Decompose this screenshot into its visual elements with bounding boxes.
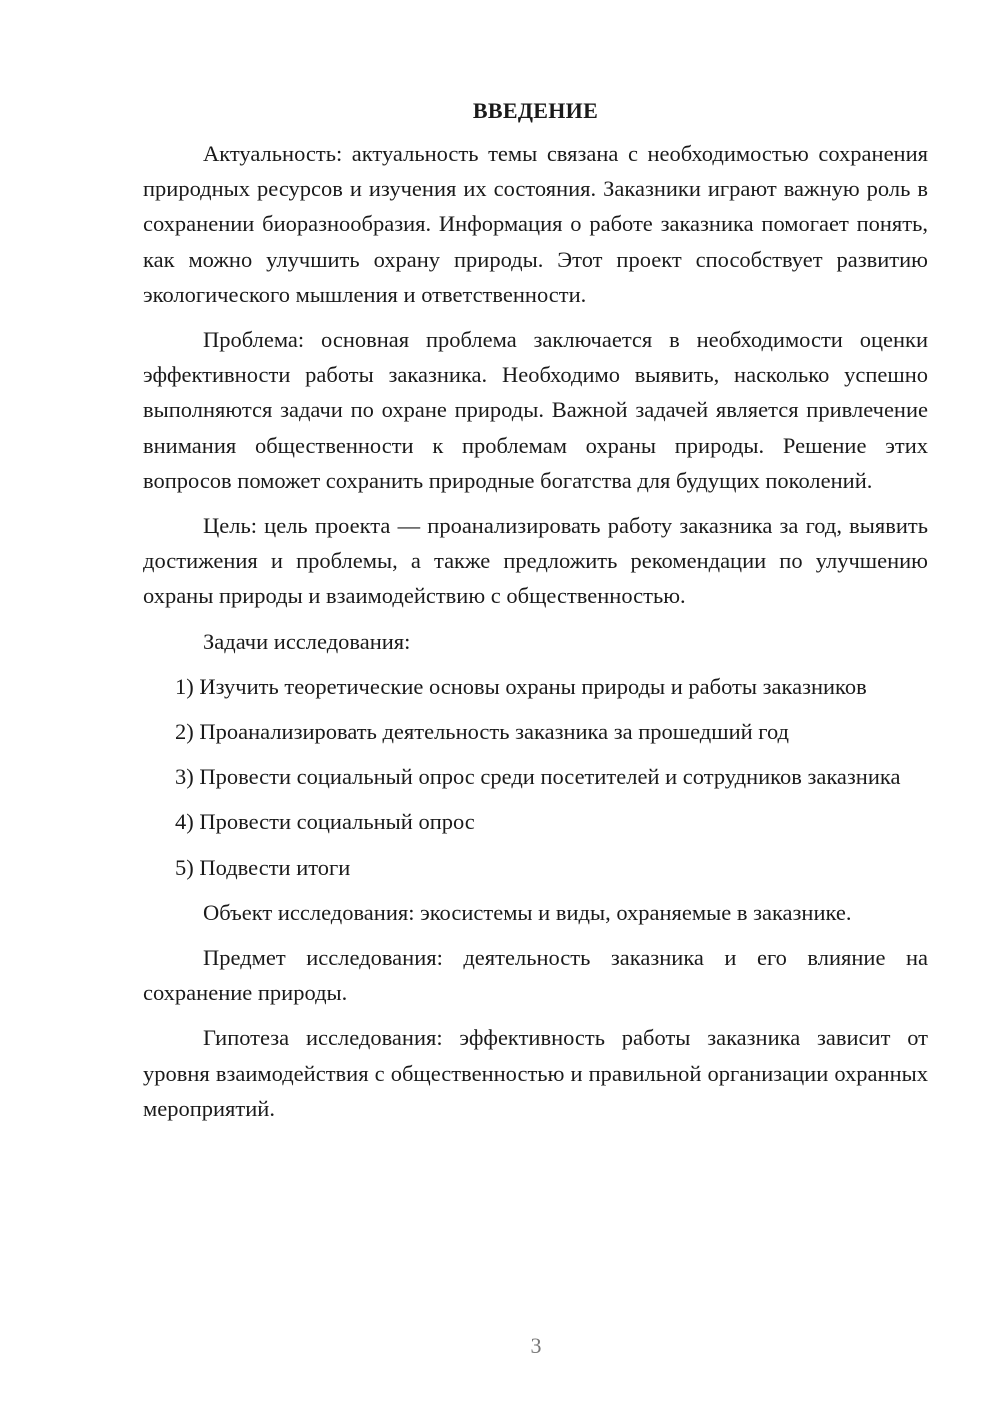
paragraph-object: Объект исследования: экосистемы и виды, охраняемые в заказнике. [203, 899, 852, 925]
document-page [143, 96, 928, 1136]
page-number: 3 [530, 1333, 542, 1358]
list-item: 2) Проанализировать деятельность заказника за прошедший год [175, 719, 790, 745]
tasks-list [143, 669, 928, 885]
list-item: 3) Провести социальный опрос среди посетителей и сотрудников заказника [175, 764, 901, 790]
list-item: 1) Изучить теоретические основы охраны природы и работы заказников [175, 673, 867, 699]
page-title: ВВЕДЕНИЕ [472, 98, 599, 123]
paragraph-hypothesis: Гипотеза исследования: эффективность работы заказника зависит от уровня взаимодействия с общественностью и правильной организации охранных мероприятий. [143, 1025, 928, 1121]
paragraph-problem: Проблема: основная проблема заключается в необходимости оценки эффективности работы заказника. Необходимо выявить, насколько успешно выполняются задачи по охране природы. Важной задачей является привлечение внимания общественности к проблемам охраны природы. Решение этих вопросов поможет сохранить природные богатства для будущих поколений. [143, 327, 928, 493]
paragraph-relevance: Актуальность: актуальность темы связана с необходимостью сохранения природных ресурсов и изучения их состояния. Заказники играют важную роль в сохранении биоразнообразия. Информация о работе заказника помогает понять, как можно улучшить охрану природы. Этот проект способствует развитию экологического мышления и ответственности. [143, 141, 928, 307]
paragraph-tasks-heading: Задачи исследования: [203, 628, 411, 654]
paragraph-goal: Цель: цель проекта — проанализировать работу заказника за год, выявить достижения и проблемы, а также предложить рекомендации по улучшению охраны природы и взаимодействию с общественностью. [143, 513, 928, 609]
list-item: 5) Подвести итоги [175, 854, 351, 880]
paragraph-subject: Предмет исследования: деятельность заказника и его влияние на сохранение природы. [143, 945, 928, 1006]
list-item: 4) Провести социальный опрос [175, 809, 475, 835]
